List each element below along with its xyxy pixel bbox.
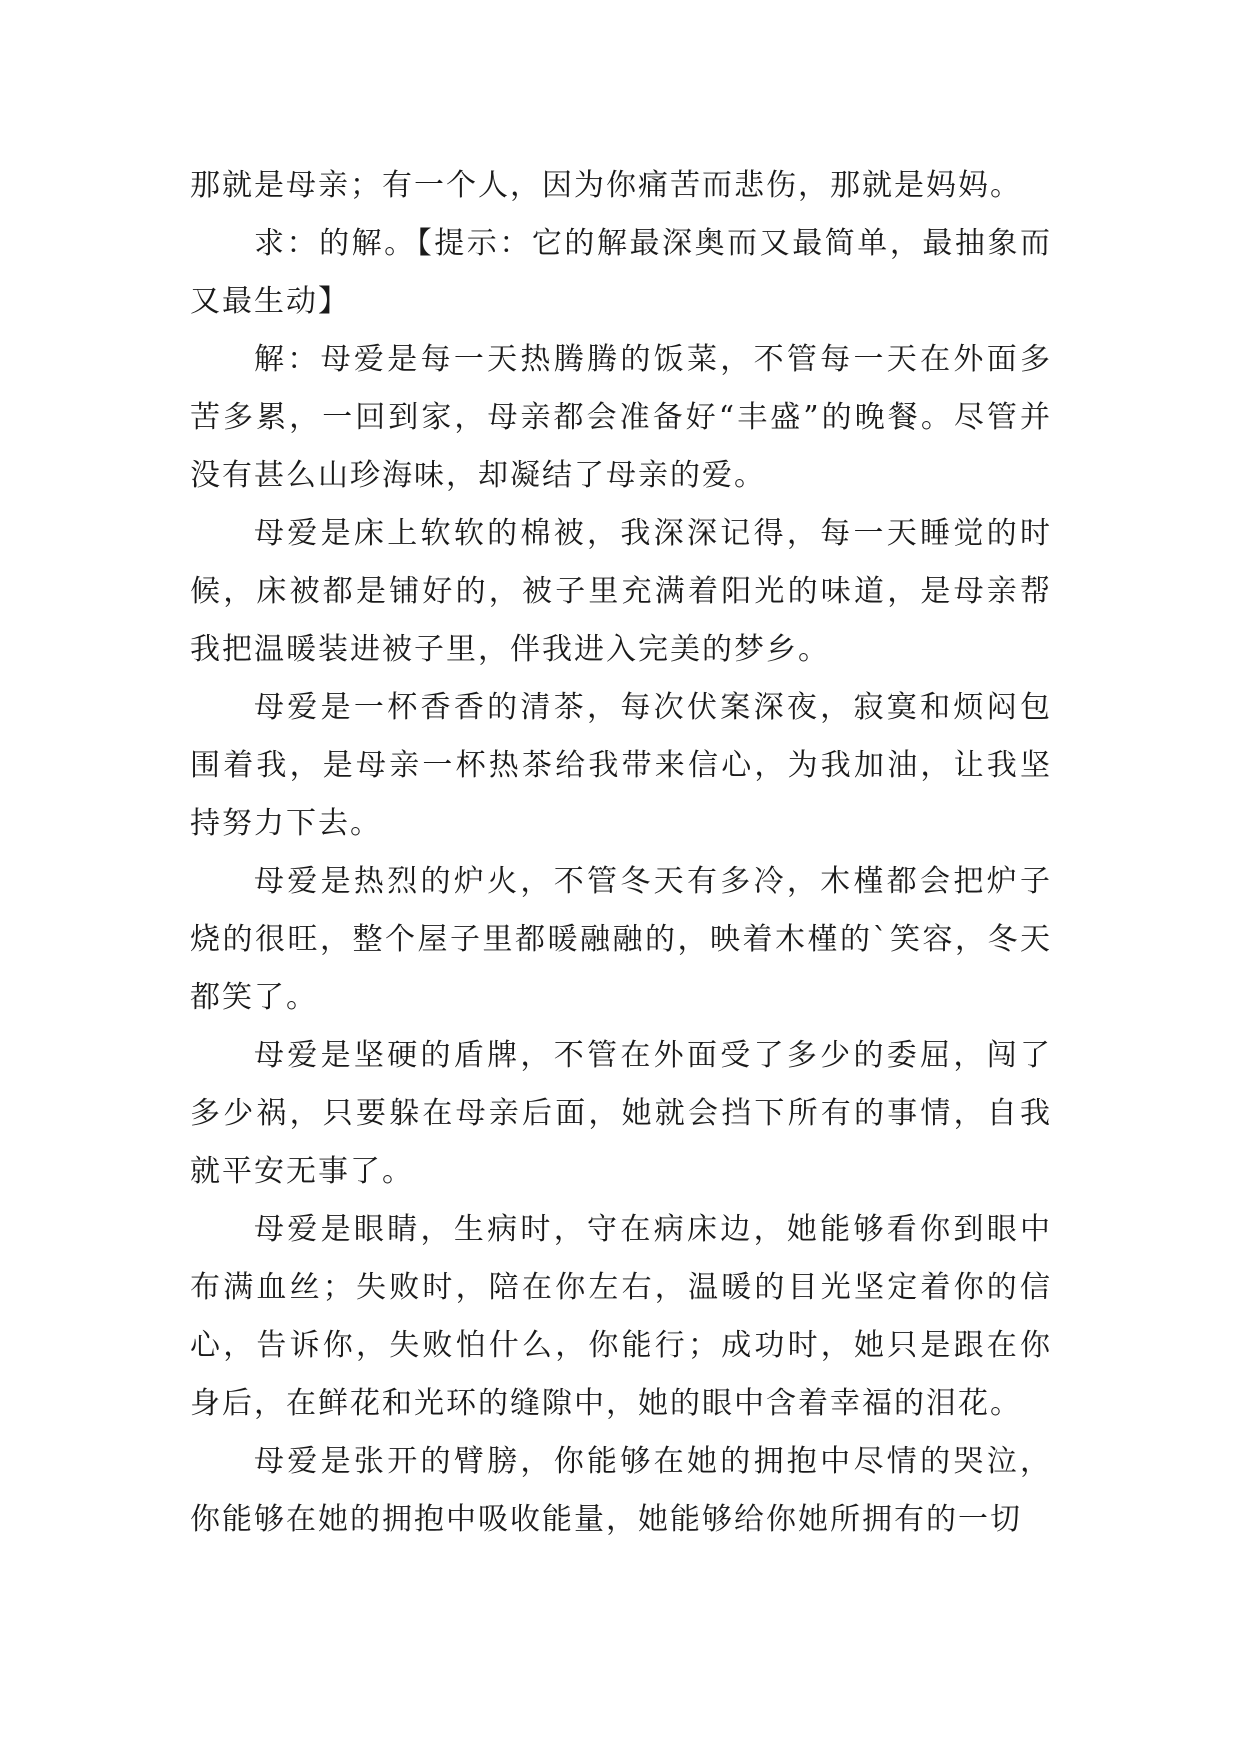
paragraph: 解：母爱是每一天热腾腾的饭菜，不管每一天在外面多苦多累，一回到家，母亲都会准备好“丰盛”的晚餐。尽管并没有甚么山珍海味，却凝结了母亲的爱。 bbox=[190, 342, 1052, 493]
paragraph: 母爱是张开的臂膀，你能够在她的拥抱中尽情的哭泣，你能够在她的拥抱中吸收能量，她能够给你她所拥有的一切 bbox=[190, 1444, 1052, 1537]
paragraph: 母爱是床上软软的棉被，我深深记得，每一天睡觉的时候，床被都是铺好的，被子里充满着阳光的味道，是母亲帮我把温暖装进被子里，伴我进入完美的梦乡。 bbox=[190, 516, 1052, 667]
paragraph: 母爱是坚硬的盾牌，不管在外面受了多少的委屈，闯了多少祸，只要躲在母亲后面，她就会挡下所有的事情，自我就平安无事了。 bbox=[190, 1038, 1052, 1189]
paragraph: 母爱是眼睛，生病时，守在病床边，她能够看你到眼中布满血丝；失败时，陪在你左右，温暖的目光坚定着你的信心，告诉你，失败怕什么，你能行；成功时，她只是跟在你身后，在鲜花和光环的缝隙中，她的眼中含着幸福的泪花。 bbox=[190, 1212, 1052, 1421]
paragraph: 求：的解。【提示：它的解最深奥而又最简单，最抽象而又最生动】 bbox=[190, 226, 1052, 319]
paragraph: 那就是母亲；有一个人，因为你痛苦而悲伤，那就是妈妈。 bbox=[190, 168, 1022, 203]
document-body bbox=[190, 157, 1052, 1549]
paragraph: 母爱是一杯香香的清茶，每次伏案深夜，寂寞和烦闷包围着我，是母亲一杯热茶给我带来信心，为我加油，让我坚持努力下去。 bbox=[190, 690, 1052, 841]
paragraph: 母爱是热烈的炉火，不管冬天有多冷，木槿都会把炉子烧的很旺，整个屋子里都暖融融的，映着木槿的`笑容，冬天都笑了。 bbox=[190, 864, 1052, 1015]
